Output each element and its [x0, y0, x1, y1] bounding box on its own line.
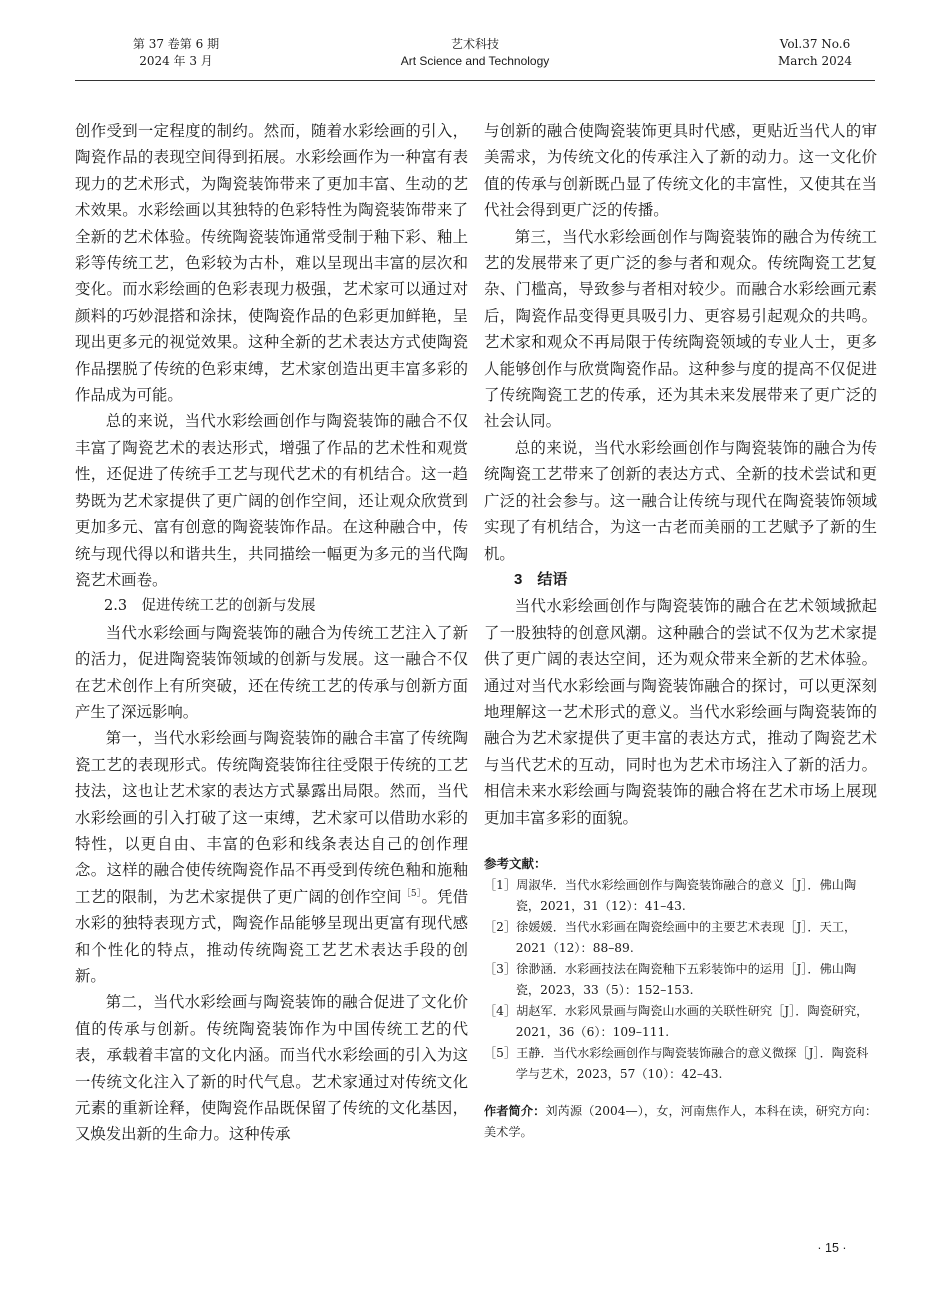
paragraph-text: 第一，当代水彩绘画与陶瓷装饰的融合丰富了传统陶瓷工艺的表现形式。传统陶瓷装饰往往受限于传统的工艺技法，这也让艺术家的表达方式暴露出局限。然而，当代水彩绘画的引入打破了这一束缚，艺术家可以借助水彩的特性，以更自由、丰富的色彩和线条表达自己的创作理念。这样的融合使传统陶瓷作品不再受到传统色釉和施釉工艺的限制，为艺术家提供了更广阔的创作空间: [75, 729, 468, 906]
journal-title-en: Art Science and Technology: [400, 54, 550, 68]
reference-item: ［1］周淑华．当代水彩绘画创作与陶瓷装饰融合的意义［J］．佛山陶瓷，2021，31（12）：41–43.: [484, 877, 857, 913]
paragraph: [75, 725, 468, 989]
volume-issue-en: Vol.37 No.6: [779, 37, 851, 51]
paragraph: 创作受到一定程度的制约。然而，随着水彩绘画的引入，陶瓷作品的表现空间得到拓展。水彩绘画作为一种富有表现力的艺术形式，为陶瓷装饰带来了更加丰富、生动的艺术效果。水彩绘画以其独特的色彩特性为陶瓷装饰带来了全新的艺术体验。传统陶瓷装饰通常受制于釉下彩、釉上彩等传统工艺，色彩较为古朴，难以呈现出丰富的层次和变化。而水彩绘画的色彩表现力极强，艺术家可以通过对颜料的巧妙混搭和涂抹，使陶瓷作品的色彩更加鲜艳，呈现出更多元的视觉效果。这种全新的艺术表达方式使陶瓷作品摆脱了传统的色彩束缚，艺术家创造出更丰富多彩的作品成为可能。: [75, 122, 468, 405]
reference-item: ［3］徐渺涵．水彩画技法在陶瓷釉下五彩装饰中的运用［J］．佛山陶瓷，2023，33（5）：152–153.: [484, 961, 857, 997]
issue-info: [111, 36, 241, 70]
issue-info-en: [755, 36, 875, 70]
references-title: 参考文献：: [484, 856, 547, 871]
paragraph: 第三，当代水彩绘画创作与陶瓷装饰的融合为传统工艺的发展带来了更广泛的参与者和观众。传统陶瓷工艺复杂、门槛高，导致参与者相对较少。而融合水彩绘画元素后，陶瓷作品变得更具吸引力、更容易引起观众的共鸣。艺术家和观众不再局限于传统陶瓷领域的专业人士，更多人能够创作与欣赏陶瓷作品。这种参与度的提高不仅促进了传统陶瓷工艺的传承，还为其未来发展带来了更广泛的社会认同。: [484, 227, 877, 431]
volume-issue-cn: 第 37 卷第 6 期: [132, 37, 220, 51]
paragraph: 当代水彩绘画与陶瓷装饰的融合为传统工艺注入了新的活力，促进陶瓷装饰领域的创新与发展。这一融合不仅在艺术创作上有所突破，还在传统工艺的传承与创新方面产生了深远影响。: [75, 623, 468, 721]
citation-marker[interactable]: ［5］: [401, 888, 422, 899]
paragraph: 总的来说，当代水彩绘画创作与陶瓷装饰的融合为传统陶瓷工艺带来了创新的表达方式、全新的技术尝试和更广泛的社会参与。这一融合让传统与现代在陶瓷装饰领域实现了有机结合，为这一古老而美丽的工艺赋予了新的生机。: [484, 438, 877, 563]
date-cn: 2024 年 3 月: [139, 54, 213, 68]
journal-name: [325, 36, 625, 70]
right-column: [484, 118, 877, 1143]
reference-item: ［5］王静．当代水彩绘画创作与陶瓷装饰融合的意义微探［J］．陶瓷科学与艺术，2023，57（10）：42–43.: [484, 1045, 869, 1081]
section-heading-3: 3 结语: [514, 570, 568, 588]
paragraph: 与创新的融合使陶瓷装饰更具时代感，更贴近当代人的审美需求，为传统文化的传承注入了新的动力。这一文化价值的传承与创新既凸显了传统文化的丰富性，又使其在当代社会得到更广泛的传播。: [484, 122, 877, 220]
page-number: · 15 ·: [817, 1241, 847, 1255]
left-column: [75, 118, 468, 1148]
section-heading-2-3: 2.3 促进传统工艺的创新与发展: [104, 598, 316, 615]
author-bio-text: 刘芮源（2004—），女，河南焦作人，本科在读，研究方向：美术学。: [484, 1103, 878, 1139]
paragraph: 第二，当代水彩绘画与陶瓷装饰的融合促进了文化价值的传承与创新。传统陶瓷装饰作为中国传统工艺的代表，承载着丰富的文化内涵。而当代水彩绘画的引入为这一传统文化注入了新的时代气息。艺术家通过对传统文化元素的重新诠释，使陶瓷作品既保留了传统的文化基因，又焕发出新的生命力。这种传承: [75, 993, 468, 1144]
author-bio: [484, 1101, 877, 1143]
author-bio-label: 作者简介：: [484, 1103, 546, 1118]
reference-list: [484, 875, 877, 1085]
reference-item: ［4］胡赵军．水彩风景画与陶瓷山水画的关联性研究［J］．陶瓷研究，2021，36（6）：109–111.: [484, 1003, 869, 1039]
running-header: [75, 36, 875, 81]
paragraph: 总的来说，当代水彩绘画创作与陶瓷装饰的融合不仅丰富了陶瓷艺术的表达形式，增强了作品的艺术性和观赏性，还促进了传统手工艺与现代艺术的有机结合。这一趋势既为艺术家提供了更广阔的创作空间，还让观众欣赏到更加多元、富有创意的陶瓷装饰作品。在这种融合中，传统与现代得以和谐共生，共同描绘一幅更为多元的当代陶瓷艺术画卷。: [75, 412, 468, 589]
journal-title-cn: 艺术科技: [450, 37, 499, 51]
reference-item: ［2］徐媛媛．当代水彩画在陶瓷绘画中的主要艺术表现［J］．天工，2021（12）：88–89.: [484, 919, 857, 955]
paragraph-text: 。凭借水彩的独特表现方式，陶瓷作品能够呈现出更富有现代感和个性化的特点，推动传统陶瓷工艺艺术表达手段的创新。: [75, 887, 468, 985]
paragraph: 当代水彩绘画创作与陶瓷装饰的融合在艺术领域掀起了一股独特的创意风潮。这种融合的尝试不仅为艺术家提供了更广阔的表达空间，还为观众带来全新的艺术体验。通过对当代水彩绘画与陶瓷装饰融合的探讨，可以更深刻地理解这一艺术形式的意义。当代水彩绘画与陶瓷装饰的融合为艺术家提供了更丰富的表达方式，推动了陶瓷艺术与当代艺术的互动，同时也为艺术市场注入了新的活力。相信未来水彩绘画与陶瓷装饰的融合将在艺术市场上展现更加丰富多彩的面貌。: [484, 597, 877, 827]
date-en: March 2024: [778, 54, 852, 68]
